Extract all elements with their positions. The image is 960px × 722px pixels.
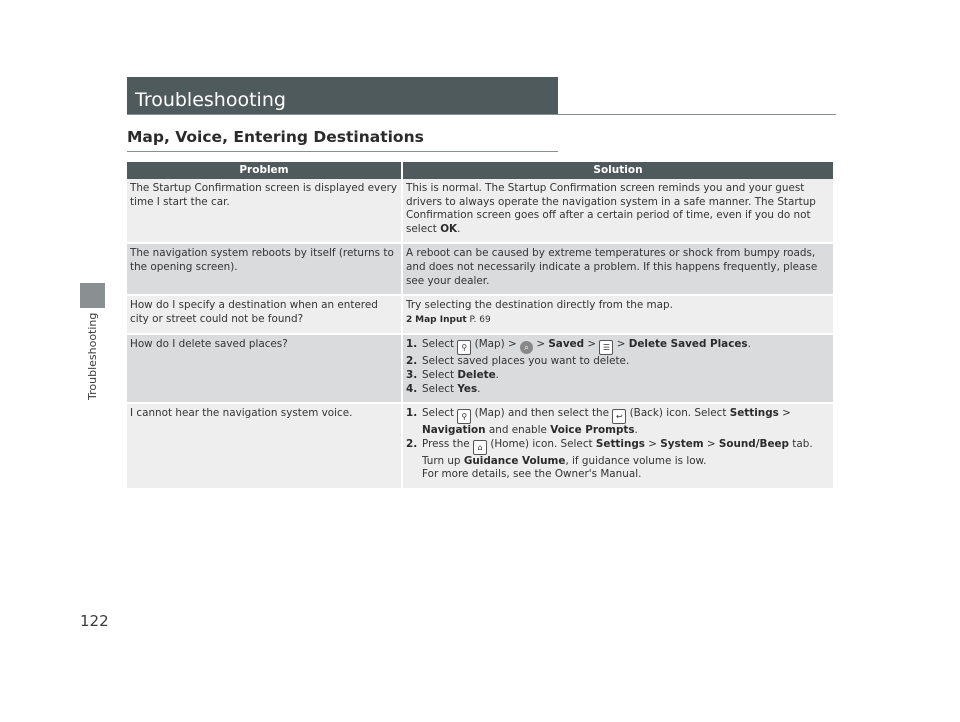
solution-cell (402, 334, 833, 403)
page-reference-link[interactable]: 2 Map Input P. 69 (406, 314, 491, 325)
map-icon: ⚲ (457, 409, 471, 424)
header-problem: Problem (127, 162, 402, 179)
problem-cell: I cannot hear the navigation system voice. (127, 403, 402, 488)
side-tab-marker (80, 283, 105, 308)
solution-cell (402, 403, 833, 488)
step-4: 4. Select Yes. (406, 382, 481, 395)
solution-cell: This is normal. The Startup Confirmation screen reminds you and your guest drivers to always operate the navigation system in a safe manner. The Startup Confirmation screen goes off after a certain period of time, even if you do not select OK. (402, 179, 833, 243)
table-row (127, 295, 833, 334)
section-title: Map, Voice, Entering Destinations (127, 128, 424, 146)
reference-arrow-icon: 2 (406, 314, 413, 325)
problem-cell: How do I specify a destination when an entered city or street could not be found? (127, 295, 402, 334)
section-divider (127, 151, 558, 152)
step-1: 1. Select ⚲ (Map) and then select the ↩ (Back) icon. Select Settings > Navigation and enable Voice Prompts. (406, 407, 791, 437)
page-number: 122 (80, 612, 109, 630)
back-icon: ↩ (612, 409, 626, 424)
map-icon: ⚲ (457, 340, 471, 355)
problem-cell: How do I delete saved places? (127, 334, 402, 403)
title-divider (127, 114, 836, 115)
table-row (127, 179, 833, 243)
page-title: Troubleshooting (135, 89, 286, 111)
table-row (127, 334, 833, 403)
table-row (127, 243, 833, 295)
step-2: 2. Select saved places you want to delete. (406, 355, 630, 368)
search-icon: ⌕ (520, 341, 533, 354)
step-3: 3. Select Delete. (406, 368, 499, 381)
home-icon: ⌂ (473, 440, 487, 455)
step-2: 2. Press the ⌂ (Home) icon. Select Settings > System > Sound/Beep tab. Turn up Guidance Volume, if guidance volume is low. For more details, see the Owner's Manual. (406, 437, 813, 481)
solution-cell: A reboot can be caused by extreme temperatures or shock from bumpy roads, and does not necessarily indicate a problem. If this happens frequently, please see your dealer. (402, 243, 833, 295)
troubleshooting-table (127, 162, 833, 488)
problem-cell: The Startup Confirmation screen is displayed every time I start the car. (127, 179, 402, 243)
header-solution: Solution (402, 162, 833, 179)
table-header-row (127, 162, 833, 179)
menu-icon: ☰ (599, 340, 613, 355)
problem-cell: The navigation system reboots by itself (returns to the opening screen). (127, 243, 402, 295)
step-1: 1. Select ⚲ (Map) > ⌕ > Saved > ☰ > Delete Saved Places. (406, 338, 830, 355)
side-tab-label: Troubleshooting (86, 313, 99, 401)
title-bar (127, 77, 558, 114)
solution-cell: Try selecting the destination directly from the map. 2 Map Input P. 69 (402, 295, 833, 334)
table-row (127, 403, 833, 488)
